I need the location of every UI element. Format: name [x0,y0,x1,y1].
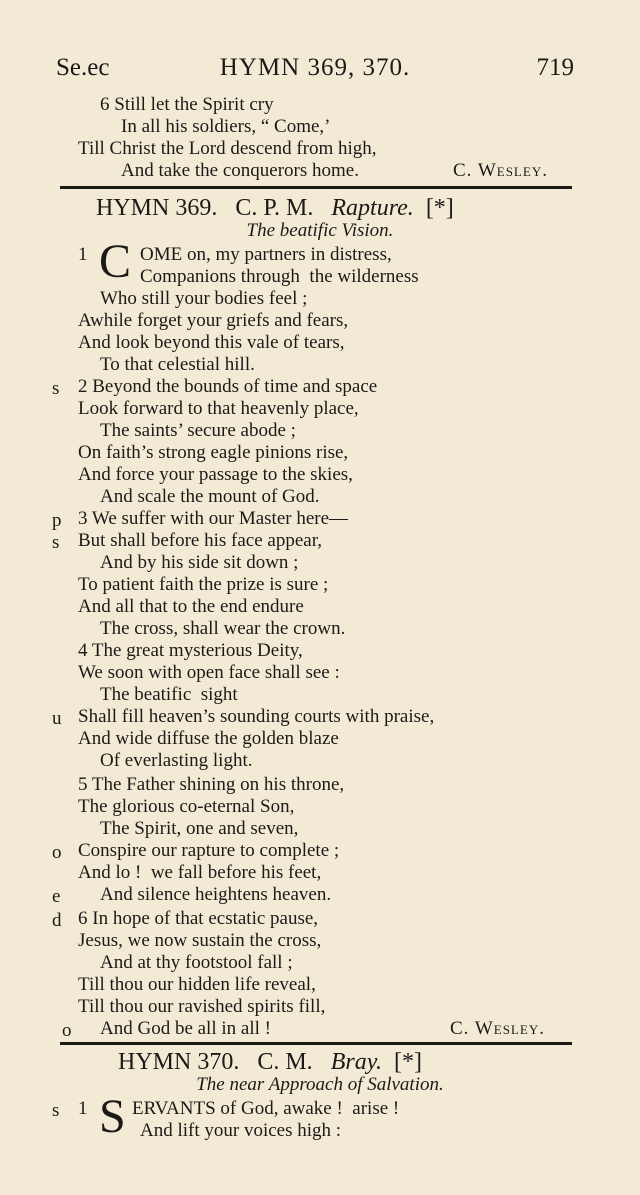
dynamic-mark: d [52,910,62,931]
verse-line: Of everlasting light. [100,750,253,771]
verse-line: 6 In hope of that ecstatic pause, [78,908,319,929]
verse-line: Who still your bodies feel ; [100,288,308,309]
dynamic-mark: p [52,510,62,531]
running-header [56,54,574,84]
prev-line-2: In all his soldiers, “ Come,’ [121,116,331,137]
verse-line: The glorious co-eternal Son, [78,796,295,817]
dynamic-mark: s [52,1100,60,1121]
stanza-number: 1 [78,1098,88,1119]
divider-rule [60,186,572,189]
verse-line: Companions through the wilderness [140,266,419,287]
stanza-number: 1 [78,244,88,265]
verse-line: And wide diffuse the golden blaze [78,728,339,749]
hymn-369-heading [96,194,454,222]
verse-line: We soon with open face shall see : [78,662,340,683]
divider-rule [60,1042,572,1045]
dynamic-mark: u [52,708,62,729]
verse-line: Look forward to that heavenly place, [78,398,359,419]
hymn-369-title: HYMN 369. C. P. M. [96,195,314,221]
verse-line: 4 The great mysterious Deity, [78,640,303,661]
dynamic-mark: s [52,532,60,553]
verse-line: ERVANTS of God, awake ! arise ! [132,1098,400,1119]
hymn-370-title: HYMN 370. C. M. [118,1049,313,1075]
hymn-370-tune: Bray. [330,1049,383,1075]
verse-line: And at thy footstool fall ; [100,952,293,973]
verse-line: 3 We suffer with our Master here— [78,508,349,529]
verse-line: Shall fill heaven’s sounding courts with praise, [78,706,435,727]
hymn-370-mark: [*] [394,1049,422,1075]
verse-line: Till thou our ravished spirits fill, [78,996,326,1017]
hymn-369-subtitle: The beatific Vision. [246,220,394,241]
prev-line-4: And take the conquerors home. [121,160,359,181]
verse-line: Awhile forget your griefs and fears, [78,310,349,331]
verse-line: To that celestial hill. [100,354,255,375]
prev-line-3: Till Christ the Lord descend from high, [78,138,377,159]
verse-line: And look beyond this vale of tears, [78,332,345,353]
verse-line: And lift your voices high : [140,1120,342,1141]
verse-line: 2 Beyond the bounds of time and space [78,376,378,397]
hymn-369-mark: [*] [425,195,454,221]
prev-line-1: 6 Still let the Spirit cry [100,94,274,115]
section-mark: Se.ec [56,54,110,81]
verse-line: The beatific sight [100,684,238,705]
prev-author: C. Wesley. [453,160,548,181]
verse-line: 5 The Father shining on his throne, [78,774,345,795]
dynamic-mark: e [52,886,61,907]
hymn-370-subtitle: The near Approach of Salvation. [196,1074,444,1095]
verse-line: And scale the mount of God. [100,486,320,507]
verse-line: Conspire our rapture to complete ; [78,840,340,861]
verse-line: Jesus, we now sustain the cross, [78,930,322,951]
verse-line: To patient faith the prize is sure ; [78,574,329,595]
header-title: HYMN 369, 370. [219,54,411,81]
verse-line: And silence heightens heaven. [100,884,332,905]
verse-line: The Spirit, one and seven, [100,818,299,839]
verse-line: And God be all in all ! [100,1018,271,1039]
drop-cap: S [99,1090,126,1143]
verse-line: On faith’s strong eagle pinions rise, [78,442,349,463]
verse-line: And lo ! we fall before his feet, [78,862,322,883]
hymn-370-heading [118,1048,422,1076]
verse-line: And by his side sit down ; [100,552,299,573]
verse-line: OME on, my partners in distress, [140,244,392,265]
verse-line: The cross, shall wear the crown. [100,618,346,639]
hymn-369-tune: Rapture. [331,195,414,221]
hymn-369-author: C. Wesley. [450,1018,545,1039]
dynamic-mark: s [52,378,60,399]
page-number: 719 [536,54,574,81]
verse-line: And force your passage to the skies, [78,464,353,485]
verse-line: The saints’ secure abode ; [100,420,296,441]
dynamic-mark: o [52,842,62,863]
verse-line: And all that to the end endure [78,596,304,617]
verse-line: But shall before his face appear, [78,530,323,551]
drop-cap: C [99,235,132,288]
verse-line: Till thou our hidden life reveal, [78,974,316,995]
dynamic-mark: o [62,1020,72,1041]
